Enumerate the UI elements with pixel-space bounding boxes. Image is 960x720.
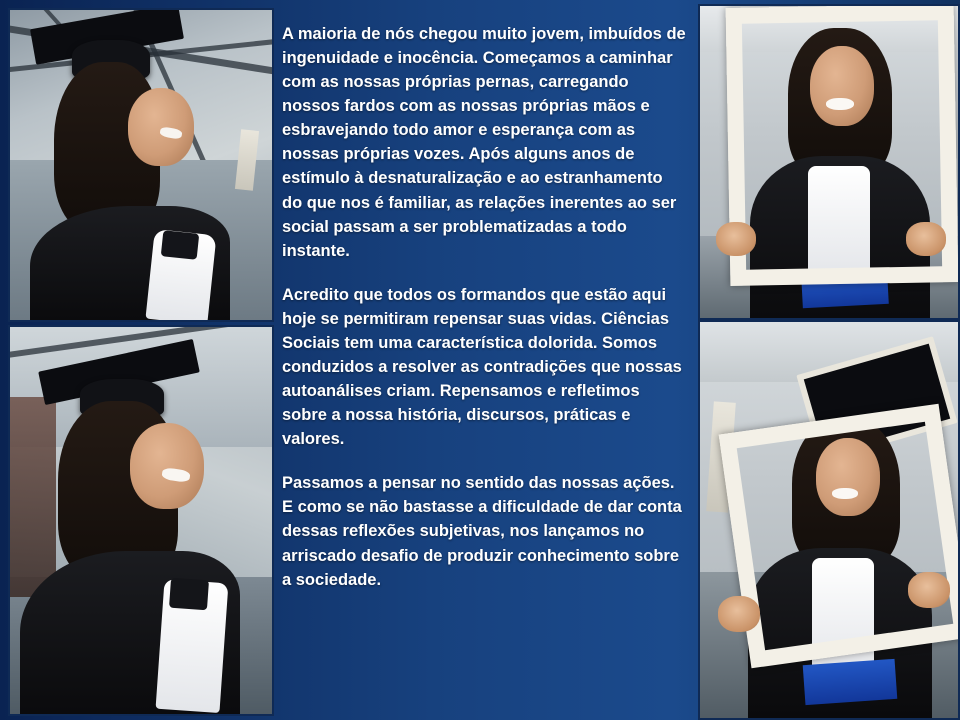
necktie xyxy=(169,578,209,611)
hand xyxy=(908,572,950,608)
paragraph-1: A maioria de nós chegou muito jovem, imbuídos de ingenuidade e inocência. Começamos a caminhar com as nossas próprias pernas, carregando nossos fardos com as nossas próprias mãos e esbravejando todo amor e esperança com as nossas próprias vozes. Após alguns anos de estímulo à desnaturalização e ao estranhamento do que nos é familiar, as relações inerentes ao ser social passam a ser problematizadas a todo instante. xyxy=(282,25,686,260)
background-person xyxy=(10,397,56,597)
hand xyxy=(906,222,946,256)
blue-sash xyxy=(803,659,898,705)
photo-top-right xyxy=(698,4,960,320)
hand xyxy=(718,596,760,632)
photo-top-left xyxy=(8,8,274,322)
hand xyxy=(716,222,756,256)
photo-bottom-right xyxy=(698,320,960,720)
photo-bottom-left xyxy=(8,325,274,716)
photo-frame-prop xyxy=(719,404,960,669)
paragraph-2: Acredito que todos os formandos que estão aqui hoje se permitiram repensar suas vidas. Ciências Sociais tem uma característica dolorida. Somos conduzidos a resolver as contradições que nossas autoanálises criam. Repensamos e refletimos sobre a nossa história, discursos, práticas e valores. xyxy=(282,285,682,449)
necktie xyxy=(161,230,200,260)
face xyxy=(130,423,204,509)
face xyxy=(128,88,194,166)
paragraph-3: Passamos a pensar no sentido das nossas ações. E como se não bastasse a dificuldade de dar conta dessas reflexões subjetivas, nos lançamos no arriscado desafio de produzir conhecimento sobre a sociedade. xyxy=(282,474,682,589)
slide-text-body xyxy=(282,22,686,592)
